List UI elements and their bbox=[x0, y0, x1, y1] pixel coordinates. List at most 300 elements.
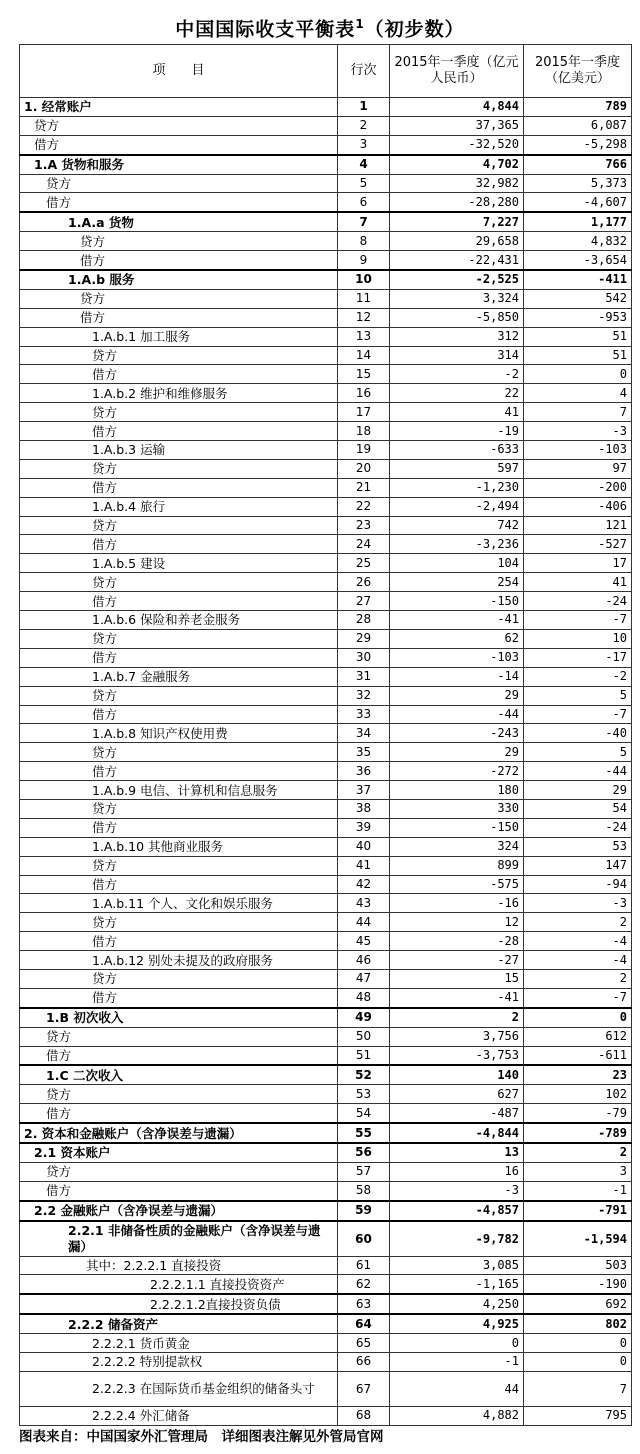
row-line: 38 bbox=[338, 799, 390, 818]
table-row bbox=[20, 1085, 632, 1104]
row-value-usd: 23 bbox=[524, 1065, 632, 1084]
row-value-usd: -200 bbox=[524, 478, 632, 497]
row-value-cny: -487 bbox=[390, 1104, 524, 1123]
row-value-cny: 140 bbox=[390, 1065, 524, 1084]
table-row bbox=[20, 988, 632, 1007]
row-item bbox=[20, 705, 338, 724]
row-line: 46 bbox=[338, 951, 390, 970]
row-value-cny: 330 bbox=[390, 799, 524, 818]
row-line: 57 bbox=[338, 1162, 390, 1181]
row-item-label: 贷方 bbox=[34, 118, 60, 134]
row-line: 23 bbox=[338, 516, 390, 535]
row-item-label: 借方 bbox=[92, 820, 118, 836]
row-item-label: 1. 经常账户 bbox=[24, 99, 92, 115]
row-value-cny: -4,844 bbox=[390, 1123, 524, 1143]
row-value-cny: 37,365 bbox=[390, 116, 524, 135]
row-item bbox=[20, 441, 338, 460]
row-value-usd: -4 bbox=[524, 932, 632, 951]
row-value-cny: -1 bbox=[390, 1353, 524, 1372]
row-item bbox=[20, 951, 338, 970]
table-row bbox=[20, 1162, 632, 1181]
row-value-usd: 503 bbox=[524, 1256, 632, 1275]
row-value-cny: 16 bbox=[390, 1162, 524, 1181]
row-item-label: 借方 bbox=[92, 990, 118, 1006]
table-row bbox=[20, 270, 632, 289]
row-value-cny: 32,982 bbox=[390, 174, 524, 193]
table-row bbox=[20, 327, 632, 346]
row-line: 61 bbox=[338, 1256, 390, 1275]
row-item-label: 2.2.2.2 特别提款权 bbox=[92, 1354, 203, 1370]
row-value-usd: -7 bbox=[524, 988, 632, 1007]
row-item-label: 借方 bbox=[92, 480, 118, 496]
row-line: 27 bbox=[338, 592, 390, 611]
row-line: 64 bbox=[338, 1314, 390, 1333]
row-value-usd: 4 bbox=[524, 384, 632, 403]
row-item bbox=[20, 155, 338, 174]
table-row bbox=[20, 1256, 632, 1275]
row-line: 1 bbox=[338, 98, 390, 117]
row-value-usd: -411 bbox=[524, 270, 632, 289]
row-item-label: 贷方 bbox=[92, 744, 118, 760]
row-item bbox=[20, 648, 338, 667]
row-item-label: 借方 bbox=[92, 650, 118, 666]
table-row bbox=[20, 1406, 632, 1425]
row-line: 18 bbox=[338, 422, 390, 441]
row-value-usd: 97 bbox=[524, 459, 632, 478]
row-item-label: 借方 bbox=[34, 137, 60, 153]
row-value-cny: 4,702 bbox=[390, 155, 524, 174]
row-item-label: 1.A.b.11 个人、文化和娱乐服务 bbox=[92, 895, 274, 911]
row-item-label: 借方 bbox=[92, 593, 118, 609]
row-value-cny: 3,756 bbox=[390, 1027, 524, 1046]
row-item-label: 1.A.b 服务 bbox=[68, 272, 135, 288]
row-item-label: 1.A.b.4 旅行 bbox=[92, 499, 166, 515]
row-line: 28 bbox=[338, 611, 390, 630]
row-value-cny: -5,850 bbox=[390, 308, 524, 327]
table-row bbox=[20, 1046, 632, 1065]
row-item bbox=[20, 535, 338, 554]
row-line: 2 bbox=[338, 116, 390, 135]
row-item bbox=[20, 422, 338, 441]
table-row bbox=[20, 762, 632, 781]
row-line: 14 bbox=[338, 346, 390, 365]
row-value-usd: 51 bbox=[524, 346, 632, 365]
row-value-usd: -789 bbox=[524, 1123, 632, 1143]
row-line: 44 bbox=[338, 913, 390, 932]
row-value-usd: 102 bbox=[524, 1085, 632, 1104]
row-line: 66 bbox=[338, 1353, 390, 1372]
row-item bbox=[20, 308, 338, 327]
row-value-cny: 4,250 bbox=[390, 1294, 524, 1314]
table-row bbox=[20, 516, 632, 535]
row-line: 26 bbox=[338, 573, 390, 592]
row-item-label: 借方 bbox=[92, 876, 118, 892]
row-line: 10 bbox=[338, 270, 390, 289]
row-item bbox=[20, 1294, 338, 1314]
row-item-label: 贷方 bbox=[92, 631, 118, 647]
row-item bbox=[20, 1162, 338, 1181]
row-item bbox=[20, 932, 338, 951]
row-item bbox=[20, 969, 338, 988]
row-item-label: 贷方 bbox=[92, 914, 118, 930]
row-item-label: 2.2.2.1.1 直接投资资产 bbox=[150, 1276, 285, 1292]
table-row bbox=[20, 478, 632, 497]
row-line: 49 bbox=[338, 1008, 390, 1027]
title-suffix: （初步数） bbox=[364, 18, 465, 41]
row-value-usd: 53 bbox=[524, 837, 632, 856]
row-item bbox=[20, 403, 338, 422]
table-row bbox=[20, 724, 632, 743]
table-row bbox=[20, 212, 632, 231]
row-value-usd: 766 bbox=[524, 155, 632, 174]
table-row bbox=[20, 1065, 632, 1084]
row-item bbox=[20, 232, 338, 251]
row-item bbox=[20, 875, 338, 894]
balance-of-payments-table bbox=[19, 44, 632, 1426]
table-row bbox=[20, 856, 632, 875]
table-row bbox=[20, 441, 632, 460]
table-row bbox=[20, 422, 632, 441]
row-value-usd: -406 bbox=[524, 497, 632, 516]
row-value-usd: 0 bbox=[524, 1334, 632, 1353]
row-item-label: 贷方 bbox=[46, 1164, 72, 1180]
row-item bbox=[20, 592, 338, 611]
row-line: 39 bbox=[338, 818, 390, 837]
row-value-cny: 742 bbox=[390, 516, 524, 535]
row-value-usd: -5,298 bbox=[524, 135, 632, 154]
row-line: 65 bbox=[338, 1334, 390, 1353]
row-item-label: 2.2 金融账户（含净误差与遗漏） bbox=[34, 1203, 223, 1219]
row-line: 30 bbox=[338, 648, 390, 667]
row-item bbox=[20, 212, 338, 231]
table-row bbox=[20, 135, 632, 154]
row-value-cny: -150 bbox=[390, 592, 524, 611]
table-row bbox=[20, 913, 632, 932]
row-value-usd: 0 bbox=[524, 1353, 632, 1372]
row-value-usd: 795 bbox=[524, 1406, 632, 1425]
row-item-label: 贷方 bbox=[80, 291, 106, 307]
header-line: 行次 bbox=[338, 45, 390, 98]
row-value-cny: -1,165 bbox=[390, 1275, 524, 1294]
row-value-cny: 0 bbox=[390, 1334, 524, 1353]
row-line: 45 bbox=[338, 932, 390, 951]
row-value-cny: 180 bbox=[390, 781, 524, 800]
row-item-label: 贷方 bbox=[92, 348, 118, 364]
row-item bbox=[20, 478, 338, 497]
row-value-cny: 41 bbox=[390, 403, 524, 422]
row-value-usd: -1,594 bbox=[524, 1221, 632, 1257]
table-row bbox=[20, 1201, 632, 1221]
row-item bbox=[20, 1181, 338, 1200]
table-row bbox=[20, 1027, 632, 1046]
row-value-cny: 13 bbox=[390, 1143, 524, 1162]
table-row bbox=[20, 554, 632, 573]
row-item-label: 2.2.2.4 外汇储备 bbox=[92, 1408, 190, 1424]
row-item-label: 贷方 bbox=[46, 1086, 72, 1102]
table-row bbox=[20, 232, 632, 251]
table-row bbox=[20, 1334, 632, 1353]
row-item bbox=[20, 1371, 338, 1406]
row-value-usd: 5,373 bbox=[524, 174, 632, 193]
table-row bbox=[20, 1275, 632, 1294]
row-item bbox=[20, 988, 338, 1007]
row-item bbox=[20, 1314, 338, 1333]
row-item-label: 贷方 bbox=[46, 1029, 72, 1045]
row-line: 34 bbox=[338, 724, 390, 743]
row-value-cny: -633 bbox=[390, 441, 524, 460]
row-value-cny: 324 bbox=[390, 837, 524, 856]
row-line: 37 bbox=[338, 781, 390, 800]
row-item-label: 贷方 bbox=[92, 801, 118, 817]
row-item-label: 2.2.1 非储备性质的金融账户（含净误差与遗漏） bbox=[68, 1222, 321, 1254]
row-line: 63 bbox=[338, 1294, 390, 1314]
row-line: 22 bbox=[338, 497, 390, 516]
row-value-usd: 0 bbox=[524, 365, 632, 384]
row-item-label: 2.1 资本账户 bbox=[34, 1145, 111, 1161]
row-item bbox=[20, 270, 338, 289]
row-item-label: 1.A.b.8 知识产权使用费 bbox=[92, 725, 228, 741]
row-value-cny: -243 bbox=[390, 724, 524, 743]
row-item-label: 贷方 bbox=[92, 574, 118, 590]
table-row bbox=[20, 648, 632, 667]
row-item-label: 贷方 bbox=[92, 858, 118, 874]
row-line: 52 bbox=[338, 1065, 390, 1084]
table-row bbox=[20, 289, 632, 308]
row-item-label: 1.A.b.7 金融服务 bbox=[92, 669, 191, 685]
row-value-usd: 17 bbox=[524, 554, 632, 573]
row-item bbox=[20, 1201, 338, 1221]
row-item-label: 借方 bbox=[46, 194, 72, 210]
row-line: 11 bbox=[338, 289, 390, 308]
row-line: 47 bbox=[338, 969, 390, 988]
table-row bbox=[20, 1104, 632, 1123]
row-item-label: 借方 bbox=[80, 310, 106, 326]
row-item bbox=[20, 1406, 338, 1425]
table-row bbox=[20, 629, 632, 648]
row-value-cny: 312 bbox=[390, 327, 524, 346]
row-value-cny: -41 bbox=[390, 988, 524, 1007]
row-value-usd: 0 bbox=[524, 1008, 632, 1027]
table-row bbox=[20, 1008, 632, 1027]
row-value-cny: 3,085 bbox=[390, 1256, 524, 1275]
header-cny: 2015年一季度（亿元人民币） bbox=[390, 45, 524, 98]
row-value-usd: 7 bbox=[524, 1371, 632, 1406]
row-item bbox=[20, 554, 338, 573]
row-item bbox=[20, 743, 338, 762]
row-item bbox=[20, 346, 338, 365]
row-item-label: 1.C 二次收入 bbox=[46, 1067, 123, 1083]
row-item bbox=[20, 1353, 338, 1372]
row-item bbox=[20, 1275, 338, 1294]
row-value-usd: 147 bbox=[524, 856, 632, 875]
row-value-cny: 22 bbox=[390, 384, 524, 403]
row-value-cny: 4,844 bbox=[390, 98, 524, 117]
table-row bbox=[20, 174, 632, 193]
row-item bbox=[20, 762, 338, 781]
row-item bbox=[20, 1046, 338, 1065]
row-value-usd: 2 bbox=[524, 969, 632, 988]
row-item bbox=[20, 611, 338, 630]
row-value-cny: 7,227 bbox=[390, 212, 524, 231]
row-item-label: 1.A.b.5 建设 bbox=[92, 555, 166, 571]
row-value-usd: -17 bbox=[524, 648, 632, 667]
row-line: 19 bbox=[338, 441, 390, 460]
row-value-usd: -7 bbox=[524, 611, 632, 630]
row-value-cny: 4,882 bbox=[390, 1406, 524, 1425]
row-item-label: 其中：2.2.2.1 直接投资 bbox=[86, 1257, 222, 1273]
row-value-cny: -32,520 bbox=[390, 135, 524, 154]
row-line: 3 bbox=[338, 135, 390, 154]
source-footer: 图表来自：中国国家外汇管理局 详细图表注解见外管局官网 bbox=[19, 1429, 384, 1445]
row-value-usd: -24 bbox=[524, 818, 632, 837]
row-item bbox=[20, 193, 338, 212]
row-line: 50 bbox=[338, 1027, 390, 1046]
header-usd: 2015年一季度（亿美元） bbox=[524, 45, 632, 98]
table-row bbox=[20, 951, 632, 970]
row-value-cny: 44 bbox=[390, 1371, 524, 1406]
row-value-usd: -3 bbox=[524, 894, 632, 913]
row-value-cny: -28,280 bbox=[390, 193, 524, 212]
table-row bbox=[20, 1294, 632, 1314]
row-item-label: 1.A.b.2 维护和维修服务 bbox=[92, 385, 228, 401]
row-item bbox=[20, 837, 338, 856]
row-value-cny: -9,782 bbox=[390, 1221, 524, 1257]
row-value-usd: 542 bbox=[524, 289, 632, 308]
row-value-cny: 29,658 bbox=[390, 232, 524, 251]
row-value-cny: -41 bbox=[390, 611, 524, 630]
row-value-cny: 314 bbox=[390, 346, 524, 365]
row-value-usd: -3 bbox=[524, 422, 632, 441]
row-line: 9 bbox=[338, 251, 390, 270]
table-row bbox=[20, 1123, 632, 1143]
row-line: 53 bbox=[338, 1085, 390, 1104]
row-item bbox=[20, 1256, 338, 1275]
table-row bbox=[20, 969, 632, 988]
row-item-label: 借方 bbox=[92, 536, 118, 552]
row-item bbox=[20, 781, 338, 800]
row-value-cny: 597 bbox=[390, 459, 524, 478]
row-line: 42 bbox=[338, 875, 390, 894]
row-value-cny: -2 bbox=[390, 365, 524, 384]
row-line: 43 bbox=[338, 894, 390, 913]
row-item-label: 1.A.b.9 电信、计算机和信息服务 bbox=[92, 782, 278, 798]
row-value-cny: 104 bbox=[390, 554, 524, 573]
row-item-label: 1.A.b.1 加工服务 bbox=[92, 329, 191, 345]
table-row bbox=[20, 592, 632, 611]
row-value-cny: -150 bbox=[390, 818, 524, 837]
row-value-cny: 4,925 bbox=[390, 1314, 524, 1333]
row-value-cny: -1,230 bbox=[390, 478, 524, 497]
table-header-row bbox=[20, 45, 632, 98]
row-value-usd: 41 bbox=[524, 573, 632, 592]
row-value-cny: -22,431 bbox=[390, 251, 524, 270]
row-value-usd: -4,607 bbox=[524, 193, 632, 212]
row-item bbox=[20, 1104, 338, 1123]
row-value-cny: 12 bbox=[390, 913, 524, 932]
row-value-usd: 29 bbox=[524, 781, 632, 800]
row-line: 68 bbox=[338, 1406, 390, 1425]
table-row bbox=[20, 384, 632, 403]
row-line: 32 bbox=[338, 686, 390, 705]
row-item-label: 借方 bbox=[92, 763, 118, 779]
row-value-usd: 2 bbox=[524, 1143, 632, 1162]
row-line: 15 bbox=[338, 365, 390, 384]
row-value-usd: -7 bbox=[524, 705, 632, 724]
row-line: 31 bbox=[338, 667, 390, 686]
row-line: 4 bbox=[338, 155, 390, 174]
row-value-usd: 2 bbox=[524, 913, 632, 932]
row-item-label: 1.A 货物和服务 bbox=[34, 157, 124, 173]
row-line: 7 bbox=[338, 212, 390, 231]
row-item bbox=[20, 1221, 338, 1257]
row-item bbox=[20, 1027, 338, 1046]
row-item-label: 2.2.2.3 在国际货币基金组织的储备头寸 bbox=[92, 1380, 315, 1396]
row-item-label: 贷方 bbox=[92, 688, 118, 704]
row-value-usd: -4 bbox=[524, 951, 632, 970]
row-item-label: 2.2.2.1.2直接投资负债 bbox=[150, 1296, 281, 1312]
row-value-usd: 5 bbox=[524, 686, 632, 705]
table-row bbox=[20, 573, 632, 592]
row-line: 8 bbox=[338, 232, 390, 251]
row-item bbox=[20, 667, 338, 686]
title-footnote-mark: 1 bbox=[355, 17, 365, 31]
row-line: 60 bbox=[338, 1221, 390, 1257]
row-item bbox=[20, 516, 338, 535]
row-item bbox=[20, 98, 338, 117]
row-item bbox=[20, 135, 338, 154]
table-row bbox=[20, 116, 632, 135]
row-item-label: 贷方 bbox=[92, 404, 118, 420]
row-item-label: 借方 bbox=[92, 706, 118, 722]
table-row bbox=[20, 459, 632, 478]
table-row bbox=[20, 837, 632, 856]
row-value-usd: -2 bbox=[524, 667, 632, 686]
row-value-usd: -40 bbox=[524, 724, 632, 743]
row-line: 13 bbox=[338, 327, 390, 346]
row-value-usd: -44 bbox=[524, 762, 632, 781]
table-row bbox=[20, 611, 632, 630]
table-row bbox=[20, 1371, 632, 1406]
row-value-usd: 802 bbox=[524, 1314, 632, 1333]
row-item-label: 1.A.b.12 别处未提及的政府服务 bbox=[92, 952, 274, 968]
row-line: 25 bbox=[338, 554, 390, 573]
table-row bbox=[20, 403, 632, 422]
row-value-cny: -44 bbox=[390, 705, 524, 724]
table-row bbox=[20, 497, 632, 516]
row-value-cny: -103 bbox=[390, 648, 524, 667]
row-value-cny: -27 bbox=[390, 951, 524, 970]
row-line: 36 bbox=[338, 762, 390, 781]
row-value-usd: -3,654 bbox=[524, 251, 632, 270]
row-value-cny: -3,753 bbox=[390, 1046, 524, 1065]
table-row bbox=[20, 1181, 632, 1200]
row-item-label: 借方 bbox=[92, 933, 118, 949]
row-item-label: 1.A.b.6 保险和养老金服务 bbox=[92, 612, 241, 628]
row-item bbox=[20, 818, 338, 837]
row-line: 29 bbox=[338, 629, 390, 648]
row-line: 55 bbox=[338, 1123, 390, 1143]
row-item-label: 1.A.b.10 其他商业服务 bbox=[92, 839, 224, 855]
row-item bbox=[20, 384, 338, 403]
row-value-usd: 4,832 bbox=[524, 232, 632, 251]
page-title bbox=[0, 6, 640, 42]
table-row bbox=[20, 781, 632, 800]
table-row bbox=[20, 365, 632, 384]
table-row bbox=[20, 743, 632, 762]
row-item bbox=[20, 459, 338, 478]
row-value-usd: -24 bbox=[524, 592, 632, 611]
row-item-label: 借方 bbox=[46, 1105, 72, 1121]
